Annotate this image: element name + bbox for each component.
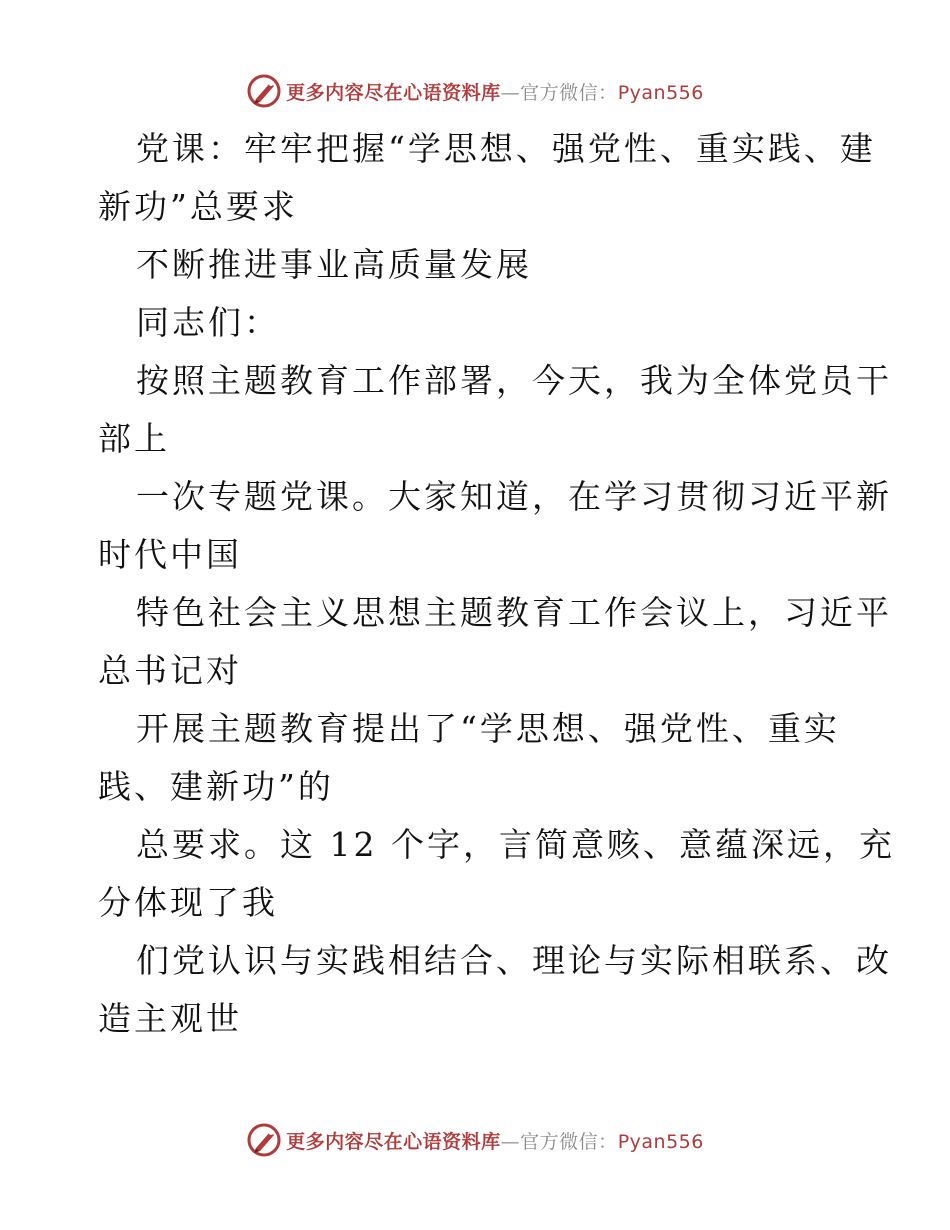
text-line: 总书记对 [98, 651, 242, 690]
text-line: 们党认识与实践相结合、理论与实际相联系、改 [136, 941, 892, 980]
text-line: 特色社会主义思想主题教育工作会议上，习近平 [136, 593, 892, 632]
watermark-wechat-id: Pyan556 [617, 1130, 704, 1153]
footer-watermark [0, 1120, 950, 1160]
watermark-wechat-id: Pyan556 [617, 81, 704, 104]
text-line: 总要求。这 12 个字，言简意赅、意蕴深远，充 [136, 825, 895, 864]
text-line: 造主观世 [98, 999, 242, 1038]
text-line: 分体现了我 [98, 883, 278, 922]
header-watermark [0, 71, 950, 111]
watermark-separator: — [500, 1130, 521, 1153]
watermark-site: 更多内容尽在心语资料库 [286, 1130, 501, 1153]
watermark-separator: — [500, 81, 521, 104]
pen-logo-icon [246, 1122, 282, 1158]
text-line: 时代中国 [98, 535, 242, 574]
watermark-site: 更多内容尽在心语资料库 [286, 81, 501, 104]
text-line: 开展主题教育提出了“学思想、强党性、重实 [136, 709, 840, 748]
text-line: 党课：牢牢把握“学思想、强党性、重实践、建 [136, 129, 876, 168]
text-line: 部上 [98, 419, 170, 458]
text-line: 新功”总要求 [98, 187, 298, 226]
text-line: 不断推进事业高质量发展 [136, 245, 532, 284]
watermark-label: 官方微信： [520, 81, 618, 104]
text-line: 同志们： [136, 303, 280, 342]
pen-logo-icon [246, 73, 282, 109]
document-body [98, 120, 895, 1048]
watermark-label: 官方微信： [520, 1130, 618, 1153]
text-line: 一次专题党课。大家知道，在学习贯彻习近平新 [136, 477, 892, 516]
text-line: 按照主题教育工作部署，今天，我为全体党员干 [136, 361, 892, 400]
text-line: 践、建新功”的 [98, 767, 334, 806]
